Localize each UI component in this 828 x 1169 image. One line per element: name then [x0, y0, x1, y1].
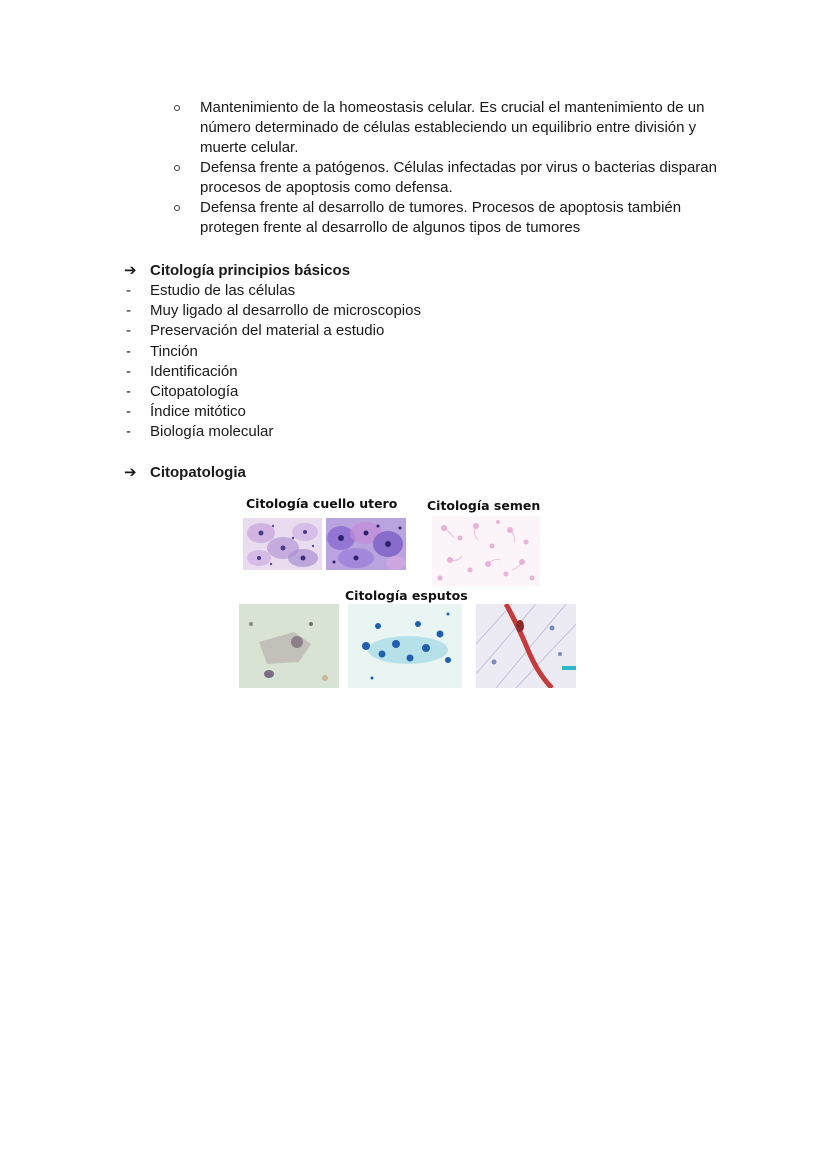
semen-micrograph [432, 516, 540, 586]
list-item-line: protegen frente al desarrollo de algunos tipos de tumores [200, 219, 581, 236]
section-heading-cytopathology [124, 463, 246, 483]
list-item-text: Tinción [150, 342, 198, 360]
dash-bullet: - [126, 403, 131, 421]
list-item-line: Defensa frente al desarrollo de tumores. Procesos de apoptosis también [200, 199, 682, 216]
basics-list [124, 281, 421, 443]
arrow-right-icon: ➔ [124, 464, 137, 481]
dash-bullet: - [126, 302, 131, 320]
list-item-line: Mantenimiento de la homeostasis celular. Es crucial el mantenimiento de un [200, 99, 705, 116]
cytology-figure [236, 494, 580, 690]
dash-bullet: - [126, 342, 131, 360]
dash-bullet: - [126, 423, 131, 441]
list-item [124, 301, 421, 321]
list-item-line: Defensa frente a patógenos. Células infectadas por virus o bacterias disparan [200, 159, 717, 176]
dash-bullet: - [126, 322, 131, 340]
figure-label-semen: Citología semen [427, 498, 541, 513]
list-item-text: Preservación del material a estudio [150, 322, 385, 340]
apoptosis-functions-list [170, 98, 750, 238]
sputum-micrograph-3 [476, 604, 576, 688]
section-title: Citología principios básicos [150, 262, 351, 279]
figure-label-cervix: Citología cuello utero [246, 496, 398, 511]
list-item [124, 382, 421, 402]
list-item [124, 422, 421, 442]
dash-bullet: - [126, 282, 131, 299]
list-item-text: Muy ligado al desarrollo de microscopios [150, 302, 421, 320]
arrow-right-icon: ➔ [124, 262, 137, 279]
cervix-micrograph-2 [326, 518, 406, 570]
sputum-micrograph-1 [239, 604, 339, 688]
list-item [170, 98, 750, 158]
sputum-micrograph-2 [348, 604, 462, 688]
cervix-micrograph-1 [243, 518, 322, 570]
list-item-line: muerte celular. [200, 139, 299, 156]
dash-bullet: - [126, 362, 131, 380]
list-item [124, 321, 421, 341]
figure-label-sputum: Citología esputos [345, 588, 468, 603]
section-heading-basics [124, 261, 350, 281]
dash-bullet: - [126, 383, 131, 401]
list-item [124, 362, 421, 382]
list-item-line: procesos de apoptosis como defensa. [200, 179, 453, 196]
list-item-text: Identificación [150, 362, 238, 380]
circle-bullet-icon [174, 105, 180, 111]
circle-bullet-icon [174, 205, 180, 211]
list-item-line: número determinado de células estableciendo un equilibrio entre división y [200, 119, 697, 136]
list-item-text: Índice mitótico [150, 403, 246, 421]
circle-bullet-icon [174, 165, 180, 171]
list-item [170, 198, 750, 238]
list-item [170, 158, 750, 198]
list-item [124, 402, 421, 422]
list-item-text: Citopatología [150, 383, 239, 401]
list-item [124, 281, 421, 301]
section-title: Citopatologia [150, 464, 246, 481]
list-item-text: Biología molecular [150, 423, 274, 441]
list-item [124, 342, 421, 362]
list-item-text: Estudio de las células [150, 282, 296, 299]
